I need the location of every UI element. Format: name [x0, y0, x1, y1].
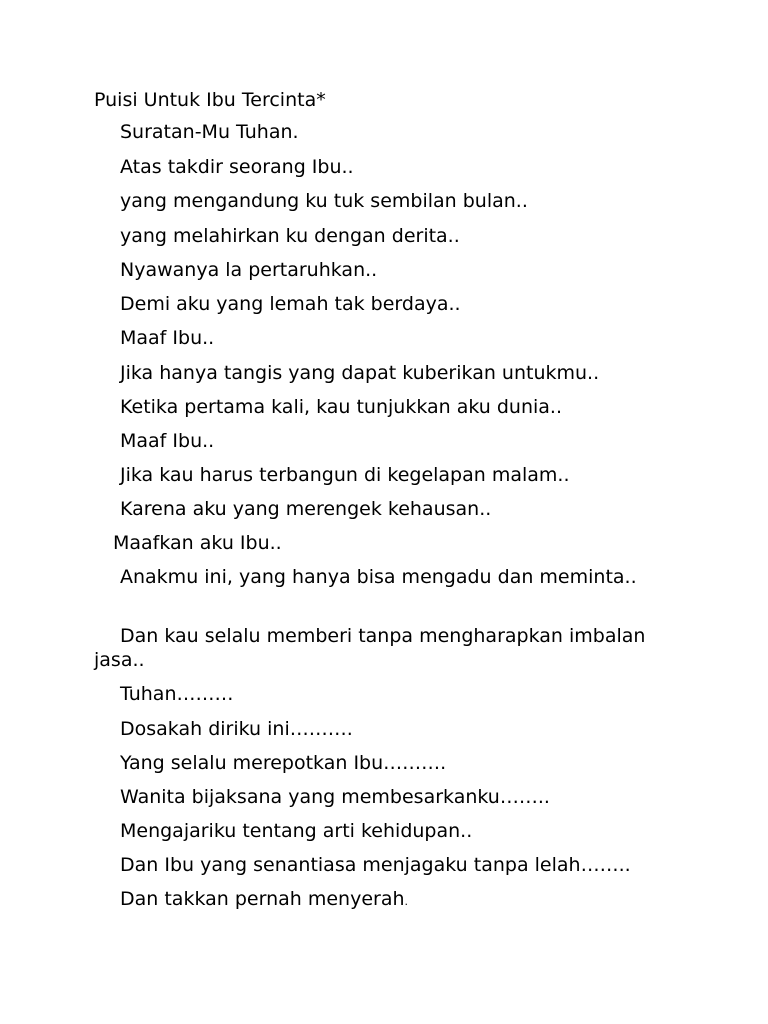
- poem-line-text: Dan takkan pernah menyerah: [120, 888, 405, 910]
- poem-line: Dan kau selalu memberi tanpa mengharapkan imbalan jasa..: [94, 625, 646, 671]
- poem-line: Karena aku yang merengek kehausan..: [120, 498, 492, 520]
- poem-line: Jika hanya tangis yang dapat kuberikan untukmu..: [120, 362, 600, 384]
- poem-line: Yang selalu merepotkan Ibu……….: [120, 752, 447, 774]
- poem-last-line: [120, 887, 408, 914]
- poem-line: Dosakah diriku ini……….: [120, 718, 353, 740]
- poem-line: Maafkan aku Ibu..: [113, 532, 282, 554]
- poem-title: Puisi Untuk Ibu Tercinta*: [94, 89, 326, 111]
- poem-line: Dan Ibu yang senantiasa menjagaku tanpa lelah……..: [120, 854, 631, 876]
- poem-line: Anakmu ini, yang hanya bisa mengadu dan meminta..: [120, 566, 637, 588]
- poem-line: Tuhan………: [120, 683, 234, 705]
- poem-line: Demi aku yang lemah tak berdaya..: [120, 293, 461, 315]
- poem-line: Ketika pertama kali, kau tunjukkan aku dunia..: [120, 396, 563, 418]
- poem-line-end: .: [404, 895, 409, 908]
- poem-line: Wanita bijaksana yang membesarkanku……..: [120, 786, 550, 808]
- poem-line: Nyawanya la pertaruhkan..: [120, 259, 378, 281]
- poem-line: Suratan-Mu Tuhan.: [120, 121, 299, 143]
- poem-line: Jika kau harus terbangun di kegelapan malam..: [120, 464, 570, 486]
- poem-line: Atas takdir seorang Ibu..: [120, 156, 354, 178]
- poem-line: Maaf Ibu..: [120, 430, 215, 452]
- poem-line: yang mengandung ku tuk sembilan bulan..: [120, 190, 528, 212]
- poem-line: Maaf Ibu..: [120, 327, 215, 349]
- poem-line: yang melahirkan ku dengan derita..: [120, 225, 460, 247]
- poem-line: Mengajariku tentang arti kehidupan..: [120, 820, 473, 842]
